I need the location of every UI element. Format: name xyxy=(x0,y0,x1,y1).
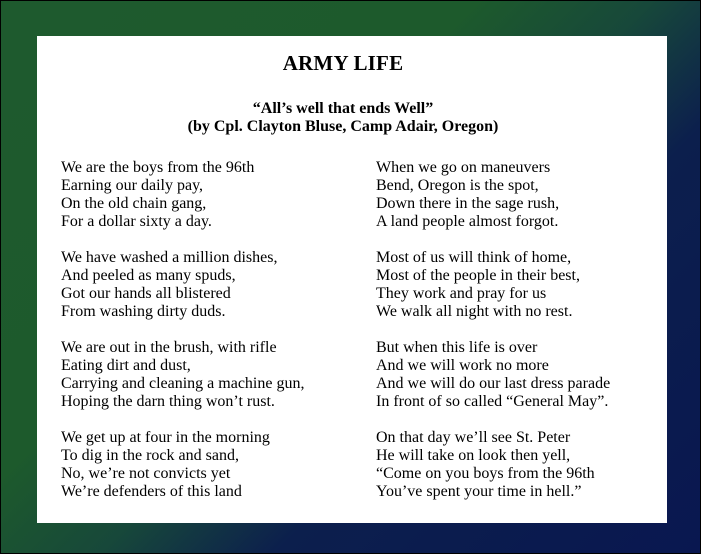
stanza xyxy=(376,159,610,231)
poem-line: We are out in the brush, with rifle xyxy=(61,339,277,356)
poem-line: On the old chain gang, xyxy=(61,195,207,212)
poem-line: Earning our daily pay, xyxy=(61,177,204,194)
stanza xyxy=(376,429,610,501)
poem-left-column xyxy=(61,159,304,519)
subtitle-author: (by Cpl. Clayton Bluse, Camp Adair, Oregon) xyxy=(187,118,499,135)
poem-page xyxy=(37,36,667,523)
poem-line: A land people almost forgot. xyxy=(376,213,559,230)
stanza xyxy=(61,159,304,231)
poem-line: When we go on maneuvers xyxy=(376,159,551,176)
poem-line: No, we’re not convicts yet xyxy=(61,465,231,482)
poem-line: And peeled as many spuds, xyxy=(61,267,236,284)
poem-right-column xyxy=(376,159,610,519)
page-title: ARMY LIFE xyxy=(282,51,404,75)
poem-line: Bend, Oregon is the spot, xyxy=(376,177,539,194)
stanza xyxy=(61,429,304,501)
poem-line: Most of us will think of home, xyxy=(376,249,572,266)
poem-line: They work and pray for us xyxy=(376,285,547,302)
poem-line: You’ve spent your time in hell.” xyxy=(376,483,582,500)
poem-line: We walk all night with no rest. xyxy=(376,303,573,320)
poem-line: Got our hands all blistered xyxy=(61,285,231,302)
poem-line: “Come on you boys from the 96th xyxy=(376,465,595,482)
poem-line: From washing dirty duds. xyxy=(61,303,226,320)
poem-line: Carrying and cleaning a machine gun, xyxy=(61,375,305,392)
stanza xyxy=(61,339,304,411)
poem-line: But when this life is over xyxy=(376,339,538,356)
poem-line: We’re defenders of this land xyxy=(61,483,242,500)
stanza xyxy=(376,249,610,321)
poem-line: To dig in the rock and sand, xyxy=(61,447,239,464)
poem-line: He will take on look then yell, xyxy=(376,447,571,464)
subtitle-quote: “All’s well that ends Well” xyxy=(252,100,434,117)
poem-line: Most of the people in their best, xyxy=(376,267,580,284)
poem-line: On that day we’ll see St. Peter xyxy=(376,429,571,446)
poem-line: For a dollar sixty a day. xyxy=(61,213,212,230)
poem-line: In front of so called “General May”. xyxy=(376,393,609,410)
poem-line: We are the boys from the 96th xyxy=(61,159,255,176)
poem-line: Eating dirt and dust, xyxy=(61,357,191,374)
subtitle xyxy=(37,100,649,136)
poem-line: Down there in the sage rush, xyxy=(376,195,560,212)
stanza xyxy=(376,339,610,411)
poem-line: We have washed a million dishes, xyxy=(61,249,278,266)
poem-line: We get up at four in the morning xyxy=(61,429,270,446)
stanza xyxy=(61,249,304,321)
poem-line: And we will do our last dress parade xyxy=(376,375,611,392)
poem-line: And we will work no more xyxy=(376,357,549,374)
poem-line: Hoping the darn thing won’t rust. xyxy=(61,393,275,410)
